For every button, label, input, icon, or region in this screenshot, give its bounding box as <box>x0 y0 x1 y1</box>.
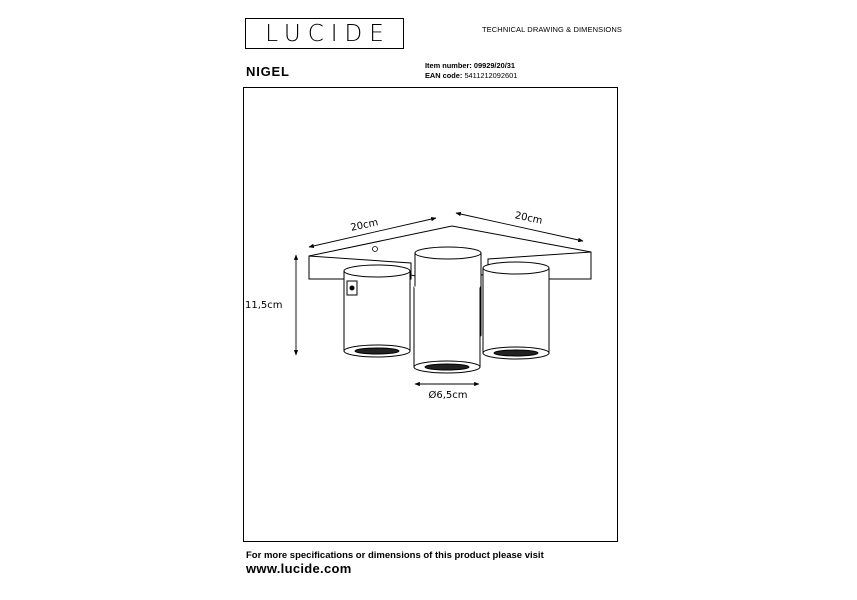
spot-left <box>344 265 410 357</box>
footer-note: For more specifications or dimensions of this product please visit <box>246 550 544 561</box>
item-number-row <box>425 61 517 71</box>
ean-label: EAN code: <box>425 71 463 80</box>
product-name: NIGEL <box>246 64 290 79</box>
depth-label: 20cm <box>513 210 544 227</box>
item-number-label: Item number: <box>425 61 472 70</box>
spot-front <box>414 287 480 373</box>
footer-url[interactable]: www.lucide.com <box>246 561 352 576</box>
ean-row <box>425 71 517 81</box>
technical-drawing <box>243 87 618 542</box>
brand-logo <box>245 18 404 49</box>
width-label: 20cm <box>349 217 380 234</box>
ean-value: 5411212092601 <box>464 71 518 80</box>
diameter-label: Ø6,5cm <box>428 390 468 401</box>
height-label: 11,5cm <box>245 300 283 311</box>
document-title: TECHNICAL DRAWING & DIMENSIONS <box>482 25 622 34</box>
brand-logo-text: LUCIDE <box>265 20 391 47</box>
item-number-value: 09929/20/31 <box>473 61 515 70</box>
product-meta <box>425 61 517 81</box>
